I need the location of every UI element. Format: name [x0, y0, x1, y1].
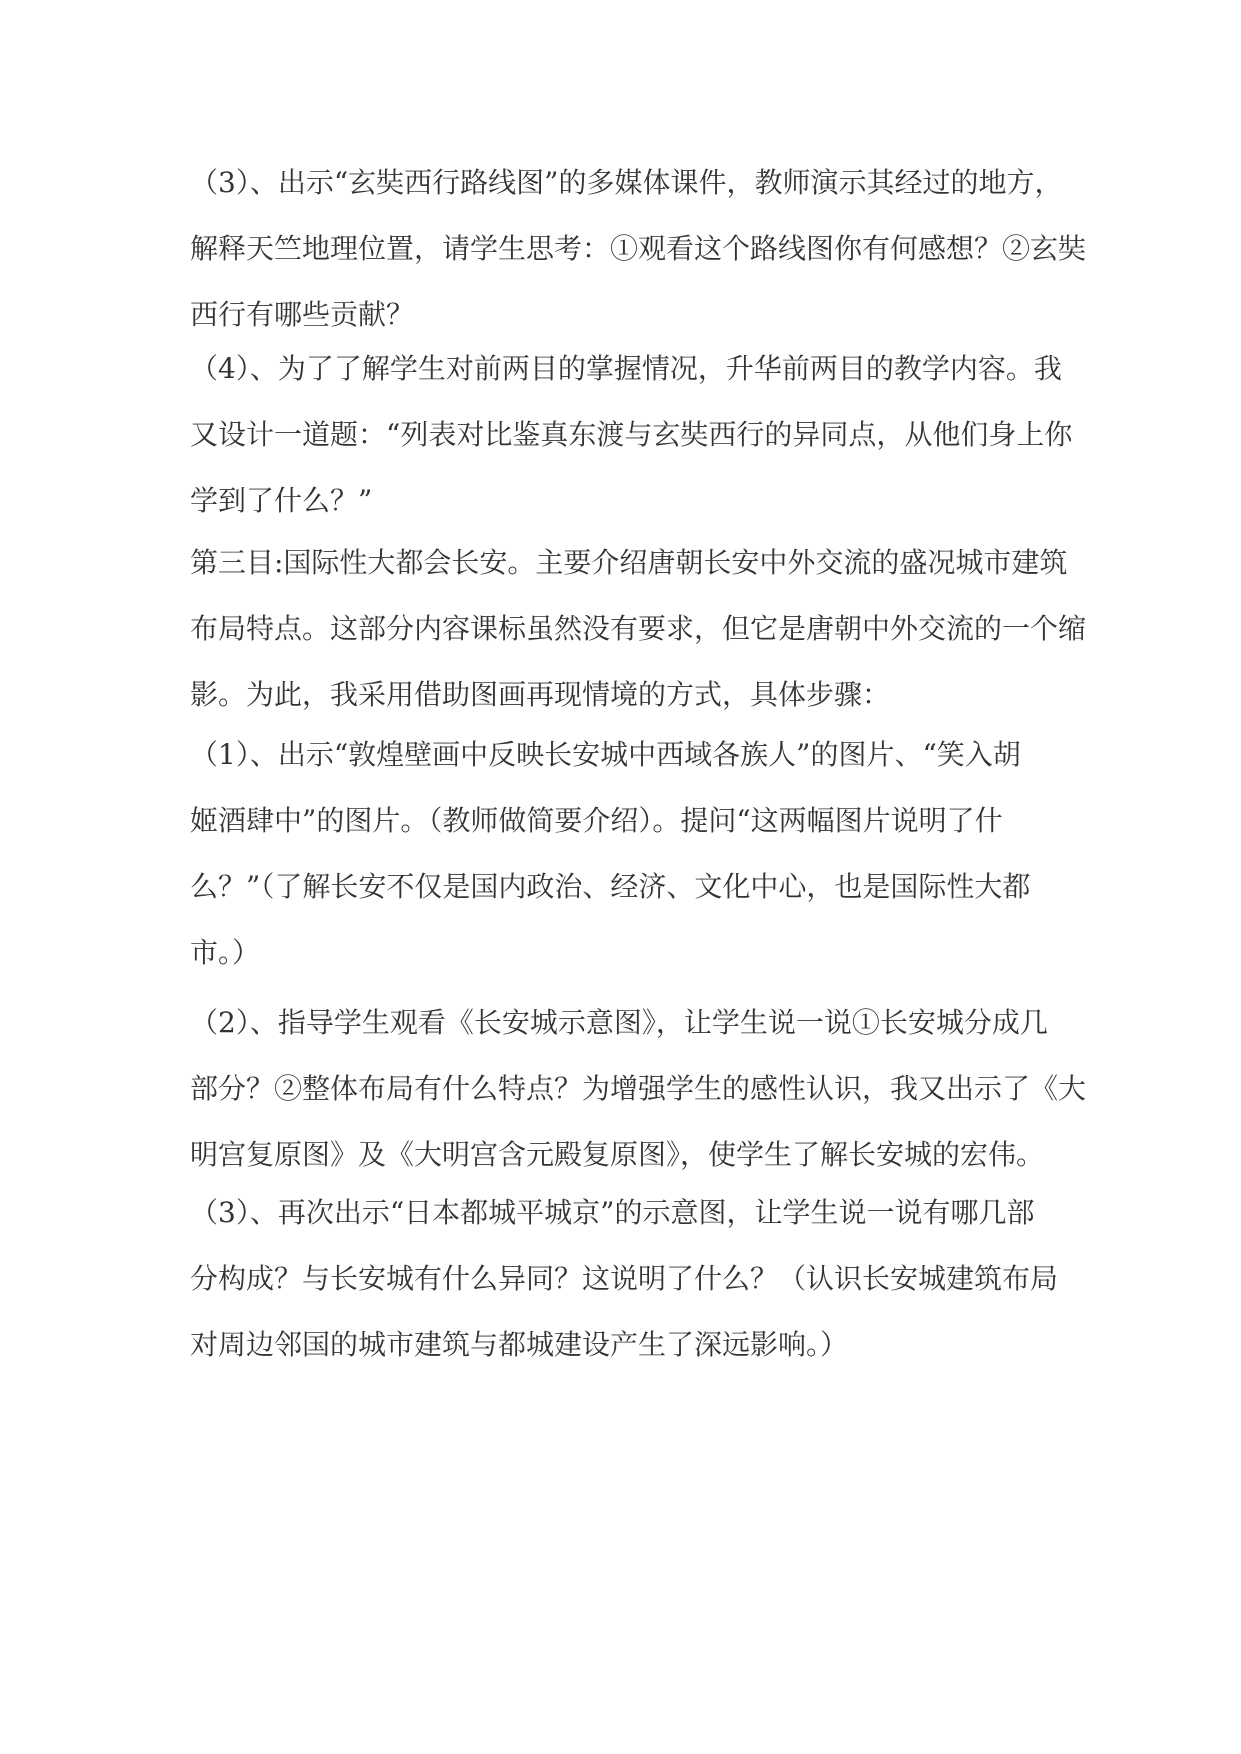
paragraph-xuanzang-route [190, 150, 1087, 348]
paragraph-line: 么？”（了解长安不仅是国内政治、经济、文化中心，也是国际性大都 [190, 870, 1031, 903]
paragraph-line: 市。） [190, 936, 261, 969]
paragraph-line: （2）、指导学生观看《长安城示意图》，让学生说一说①长安城分成几 [190, 1006, 1048, 1039]
paragraph-section-three-intro [190, 530, 1087, 728]
paragraph-line: （3）、出示“玄奘西行路线图”的多媒体课件，教师演示其经过的地方， [190, 166, 1063, 199]
paragraph-line: 学到了什么？” [190, 484, 373, 517]
paragraph-line: 部分？②整体布局有什么特点？为增强学生的感性认识，我又出示了《大 [190, 1072, 1087, 1105]
paragraph-line: 影。为此，我采用借助图画再现情境的方式，具体步骤： [190, 678, 891, 711]
paragraph-line: 解释天竺地理位置，请学生思考：①观看这个路线图你有何感想？②玄奘 [190, 232, 1087, 265]
paragraph-line: （4）、为了了解学生对前两目的掌握情况，升华前两目的教学内容。我 [190, 352, 1062, 385]
paragraph-line: （1）、出示“敦煌壁画中反映长安城中西域各族人”的图片、“笑入胡 [190, 738, 1021, 771]
paragraph-step-one [190, 722, 1070, 986]
paragraph-step-three [190, 1180, 1070, 1378]
paragraph-line: 分构成？与长安城有什么异同？这说明了什么？（认识长安城建筑布局 [190, 1262, 1059, 1295]
paragraph-line: 又设计一道题：“列表对比鉴真东渡与玄奘西行的异同点，从他们身上你 [190, 418, 1073, 451]
paragraph-line: 第三目:国际性大都会长安。主要介绍唐朝长安中外交流的盛况城市建筑 [190, 546, 1068, 579]
paragraph-line: 明宫复原图》及《大明宫含元殿复原图》，使学生了解长安城的宏伟。 [190, 1138, 1045, 1171]
paragraph-comparison-question [190, 336, 1073, 534]
paragraph-line: 对周边邻国的城市建筑与都城建设产生了深远影响。） [190, 1328, 849, 1361]
paragraph-step-two [190, 990, 1087, 1188]
paragraph-line: （3）、再次出示“日本都城平城京”的示意图，让学生说一说有哪几部 [190, 1196, 1035, 1229]
paragraph-line: 西行有哪些贡献？ [190, 298, 415, 331]
paragraph-line: 布局特点。这部分内容课标虽然没有要求，但它是唐朝中外交流的一个缩 [190, 612, 1087, 645]
paragraph-line: 姬酒肆中”的图片。（教师做简要介绍）。提问“这两幅图片说明了什 [190, 804, 1003, 837]
